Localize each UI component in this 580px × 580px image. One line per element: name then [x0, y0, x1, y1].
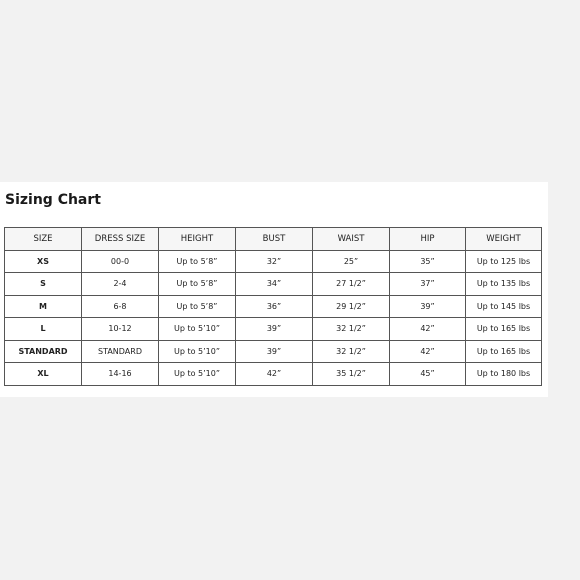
size-cell: STANDARD	[5, 340, 82, 363]
height-cell: Up to 5’8”	[159, 273, 236, 296]
dress-size-cell: 6-8	[82, 295, 159, 318]
bust-cell: 32”	[236, 250, 313, 273]
weight-cell: Up to 135 lbs	[466, 273, 542, 296]
waist-cell: 32 1/2”	[313, 318, 390, 341]
weight-cell: Up to 180 lbs	[466, 363, 542, 386]
chart-title: Sizing Chart	[5, 192, 101, 208]
column-header-size: SIZE	[5, 228, 82, 251]
sizing-chart-panel	[0, 182, 548, 397]
column-header-weight: WEIGHT	[466, 228, 542, 251]
hip-cell: 45”	[390, 363, 466, 386]
column-header-bust: BUST	[236, 228, 313, 251]
table-row	[5, 318, 542, 341]
weight-cell: Up to 165 lbs	[466, 340, 542, 363]
size-cell: S	[5, 273, 82, 296]
column-header-waist: WAIST	[313, 228, 390, 251]
column-header-hip: HIP	[390, 228, 466, 251]
height-cell: Up to 5’10”	[159, 318, 236, 341]
weight-cell: Up to 165 lbs	[466, 318, 542, 341]
column-header-dress-size: DRESS SIZE	[82, 228, 159, 251]
weight-cell: Up to 145 lbs	[466, 295, 542, 318]
table-row	[5, 363, 542, 386]
waist-cell: 35 1/2”	[313, 363, 390, 386]
size-cell: M	[5, 295, 82, 318]
bust-cell: 42”	[236, 363, 313, 386]
waist-cell: 32 1/2”	[313, 340, 390, 363]
waist-cell: 29 1/2”	[313, 295, 390, 318]
hip-cell: 37”	[390, 273, 466, 296]
bust-cell: 39”	[236, 318, 313, 341]
size-cell: XL	[5, 363, 82, 386]
height-cell: Up to 5’10”	[159, 363, 236, 386]
dress-size-cell: 2-4	[82, 273, 159, 296]
hip-cell: 42”	[390, 340, 466, 363]
bust-cell: 36”	[236, 295, 313, 318]
dress-size-cell: STANDARD	[82, 340, 159, 363]
hip-cell: 42”	[390, 318, 466, 341]
header-row	[5, 228, 542, 251]
table-row	[5, 250, 542, 273]
sizing-table	[4, 227, 542, 386]
hip-cell: 35”	[390, 250, 466, 273]
height-cell: Up to 5’8”	[159, 250, 236, 273]
table-row	[5, 340, 542, 363]
weight-cell: Up to 125 lbs	[466, 250, 542, 273]
size-cell: L	[5, 318, 82, 341]
dress-size-cell: 10-12	[82, 318, 159, 341]
dress-size-cell: 00-0	[82, 250, 159, 273]
table-row	[5, 273, 542, 296]
height-cell: Up to 5’8”	[159, 295, 236, 318]
waist-cell: 25”	[313, 250, 390, 273]
table-row	[5, 295, 542, 318]
height-cell: Up to 5’10”	[159, 340, 236, 363]
size-cell: XS	[5, 250, 82, 273]
bust-cell: 39”	[236, 340, 313, 363]
column-header-height: HEIGHT	[159, 228, 236, 251]
hip-cell: 39”	[390, 295, 466, 318]
waist-cell: 27 1/2”	[313, 273, 390, 296]
dress-size-cell: 14-16	[82, 363, 159, 386]
bust-cell: 34”	[236, 273, 313, 296]
